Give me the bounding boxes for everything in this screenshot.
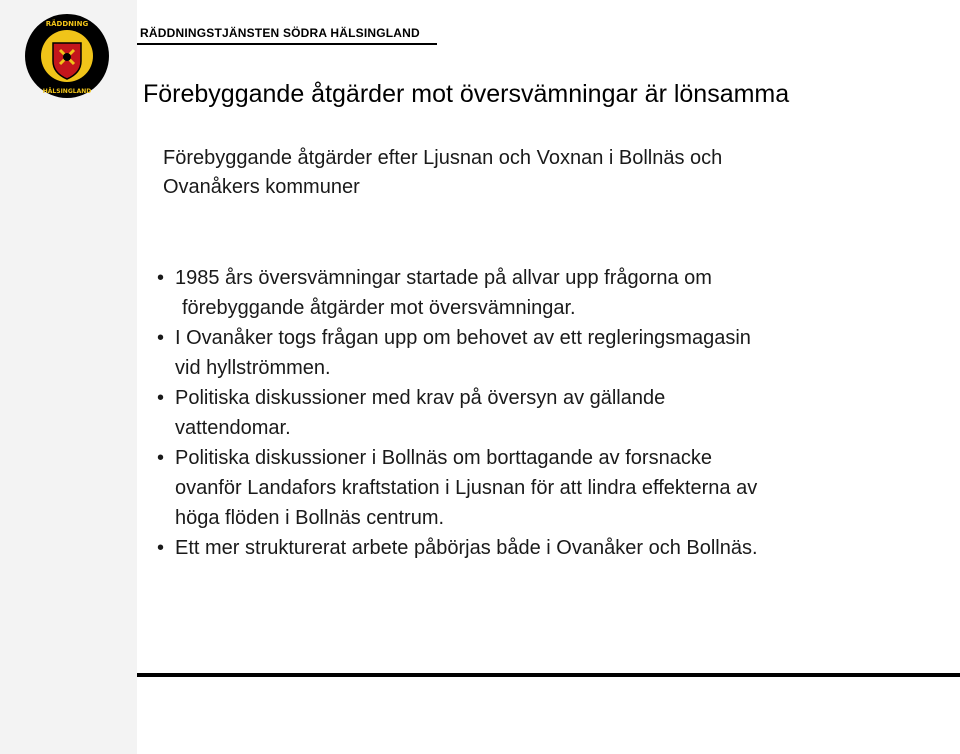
bullet-text: Ett mer strukturerat arbete påbörjas både i Ovanåker och Bollnäs. [175,537,758,559]
sidebar-panel [0,0,137,754]
bullet-icon: • [157,447,165,469]
svg-text:HÄLSINGLAND: HÄLSINGLAND [42,88,92,95]
slide-title: Förebyggande åtgärder mot översvämningar är lönsamma [143,80,790,108]
organization-name: RÄDDNINGSTJÄNSTEN SÖDRA HÄLSINGLAND [140,26,420,40]
bullet-icon: • [157,537,165,559]
bullet-text: Politiska diskussioner med krav på översyn av gällande [175,387,666,409]
bullet-icon: • [157,267,165,289]
bullet-list [157,263,927,563]
list-item [157,323,927,383]
list-item [157,263,927,323]
bullet-text: Politiska diskussioner i Bollnäs om borttagande av forsnacke [175,447,712,469]
emblem-icon [24,13,110,99]
subtitle-line: Förebyggande åtgärder efter Ljusnan och Voxnan i Bollnäs och [163,147,723,169]
bullet-text: 1985 års översvämningar startade på allvar upp frågorna om [175,267,712,289]
list-item [157,383,927,443]
list-item [157,533,927,563]
bullet-text: höga flöden i Bollnäs centrum. [175,507,445,529]
slide-subtitle [163,144,883,202]
subtitle-line: Ovanåkers kommuner [163,176,360,198]
bullet-text: vattendomar. [175,417,291,439]
bullet-icon: • [157,387,165,409]
list-item [157,443,927,533]
bullet-icon: • [157,327,165,349]
bullet-text: ovanför Landafors kraftstation i Ljusnan för att lindra effekterna av [175,477,758,499]
footer-divider [137,673,960,677]
bullet-text: förebyggande åtgärder mot översvämningar. [182,297,576,319]
header-divider [137,43,437,45]
bullet-text: vid hyllströmmen. [175,357,331,379]
svg-text:RÄDDNING: RÄDDNING [45,20,89,28]
bullet-text: I Ovanåker togs frågan upp om behovet av ett regleringsmagasin [175,327,751,349]
